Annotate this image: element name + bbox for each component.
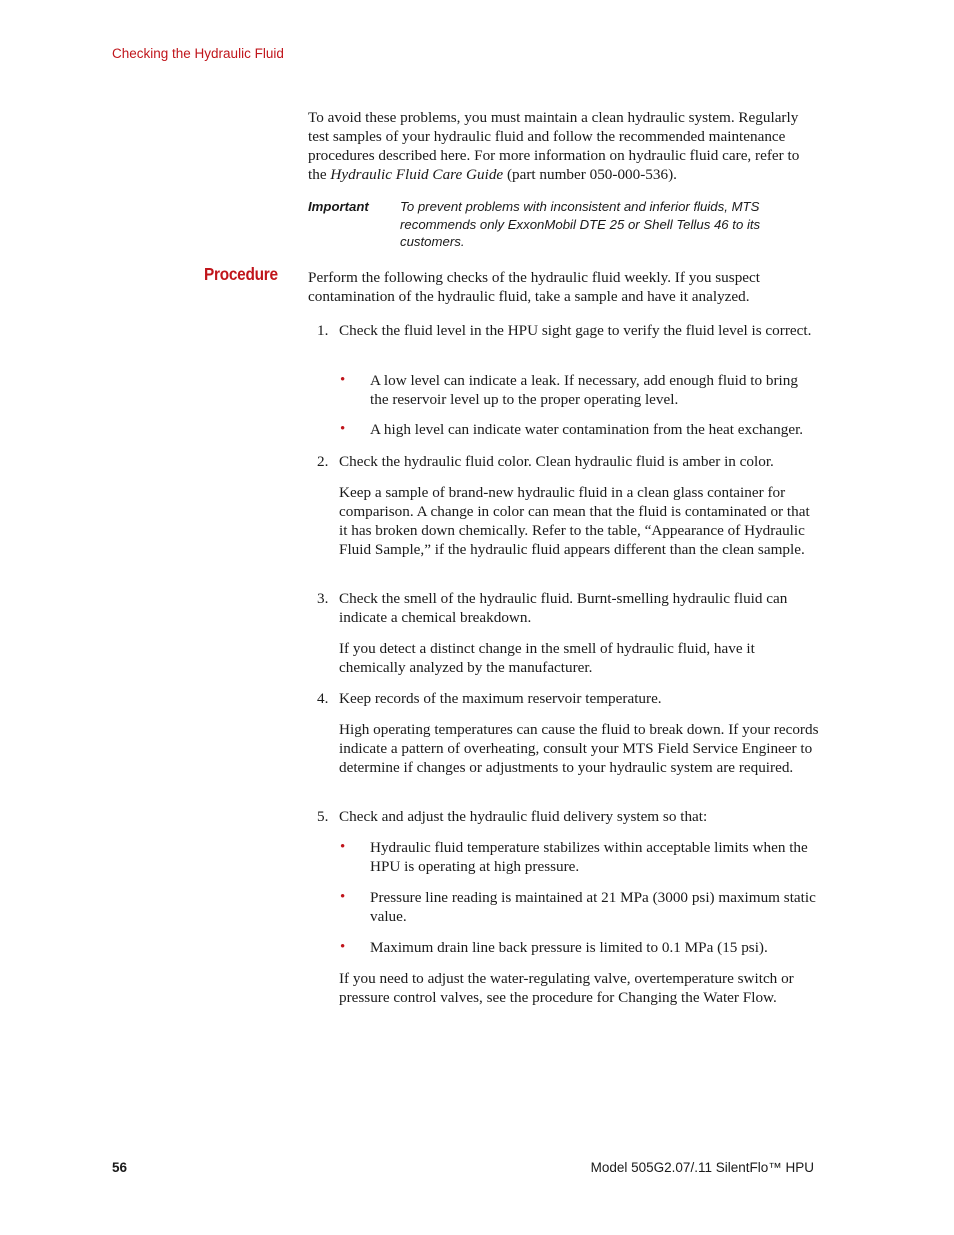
step-4 (308, 689, 818, 708)
bullet-item (338, 838, 818, 876)
step-number: 4. (317, 690, 329, 707)
step-1 (308, 321, 818, 340)
bullet-icon: • (340, 939, 346, 955)
intro-paragraph (308, 108, 818, 184)
step-3 (308, 589, 818, 627)
step-3-detail (339, 639, 819, 677)
detail-text: Keep a sample of brand-new hydraulic fluid in a clean glass container for comparison. A change in color can mean that the fluid is contaminated or that it has broken down chemically. Refer to the table, “Appearance of Hydraulic Fluid Sample,” if the hydraulic fluid appears different than the clean sample. (339, 484, 810, 558)
step-text: Keep records of the maximum reservoir temperature. (339, 690, 662, 707)
bullet-text: Hydraulic fluid temperature stabilizes within acceptable limits when the HPU is operating at high pressure. (370, 839, 808, 875)
step-text: Check and adjust the hydraulic fluid delivery system so that: (339, 808, 708, 825)
step-number: 1. (317, 322, 329, 339)
bullet-icon: • (340, 421, 346, 437)
detail-text: If you detect a distinct change in the smell of hydraulic fluid, have it chemically analyzed by the manufacturer. (339, 640, 755, 676)
bullet-text: A low level can indicate a leak. If necessary, add enough fluid to bring the reservoir level up to the proper operating level. (370, 372, 798, 408)
detail-text: High operating temperatures can cause the fluid to break down. If your records indicate a pattern of overheating, consult your MTS Field Service Engineer to determine if changes or adjustments to your hydraulic system are required. (339, 721, 819, 776)
bullet-text: Maximum drain line back pressure is limited to 0.1 MPa (15 psi). (370, 939, 768, 956)
footer-product-name: Model 505G2.07/.11 SilentFlo™ HPU (590, 1160, 814, 1175)
page-number: 56 (112, 1160, 128, 1175)
step-5-detail (339, 969, 819, 1007)
section-heading-procedure: Procedure (204, 264, 278, 284)
guide-title: Hydraulic Fluid Care Guide (330, 166, 504, 183)
bullet-text: A high level can indicate water contamination from the heat exchanger. (370, 421, 804, 438)
step-number: 5. (317, 808, 329, 825)
step-text: Check the fluid level in the HPU sight gage to verify the fluid level is correct. (339, 322, 812, 339)
step-2-detail (339, 483, 819, 559)
bullet-icon: • (340, 372, 346, 388)
bullet-item (338, 420, 818, 439)
note-label: Important (308, 199, 369, 214)
procedure-lead (308, 268, 818, 306)
step-2 (308, 452, 818, 471)
procedure-lead-text: Perform the following checks of the hydraulic fluid weekly. If you suspect contamination of the hydraulic fluid, take a sample and have it analyzed. (308, 269, 760, 305)
bullet-text: Pressure line reading is maintained at 21 MPa (3000 psi) maximum static value. (370, 889, 816, 925)
note-text: To prevent problems with inconsistent and inferior fluids, MTS recommends only ExxonMobil DTE 25 or Shell Tellus 46 to its customers. (400, 199, 761, 249)
bullet-item (338, 888, 818, 926)
intro-text-after: (part number 050-000-536). (503, 166, 677, 183)
step-5 (308, 807, 818, 826)
intro-text-before: To avoid these problems, you must maintain a clean hydraulic system. Regularly test samples of your hydraulic fluid and follow the recommended maintenance procedures described here. For more information on hydraulic fluid care, refer to the (308, 109, 800, 183)
bullet-item (338, 938, 818, 957)
step-text: Check the hydraulic fluid color. Clean hydraulic fluid is amber in color. (339, 453, 774, 470)
important-note (308, 198, 808, 251)
step-number: 2. (317, 453, 329, 470)
running-head: Checking the Hydraulic Fluid (112, 46, 284, 61)
step-text: Check the smell of the hydraulic fluid. Burnt-smelling hydraulic fluid can indicate a chemical breakdown. (339, 590, 788, 626)
bullet-icon: • (340, 839, 346, 855)
step-number: 3. (317, 590, 329, 607)
step-4-detail (339, 720, 819, 777)
bullet-item (338, 371, 818, 409)
detail-text: If you need to adjust the water-regulating valve, overtemperature switch or pressure control valves, see the procedure for Changing the Water Flow. (339, 970, 794, 1006)
bullet-icon: • (340, 889, 346, 905)
